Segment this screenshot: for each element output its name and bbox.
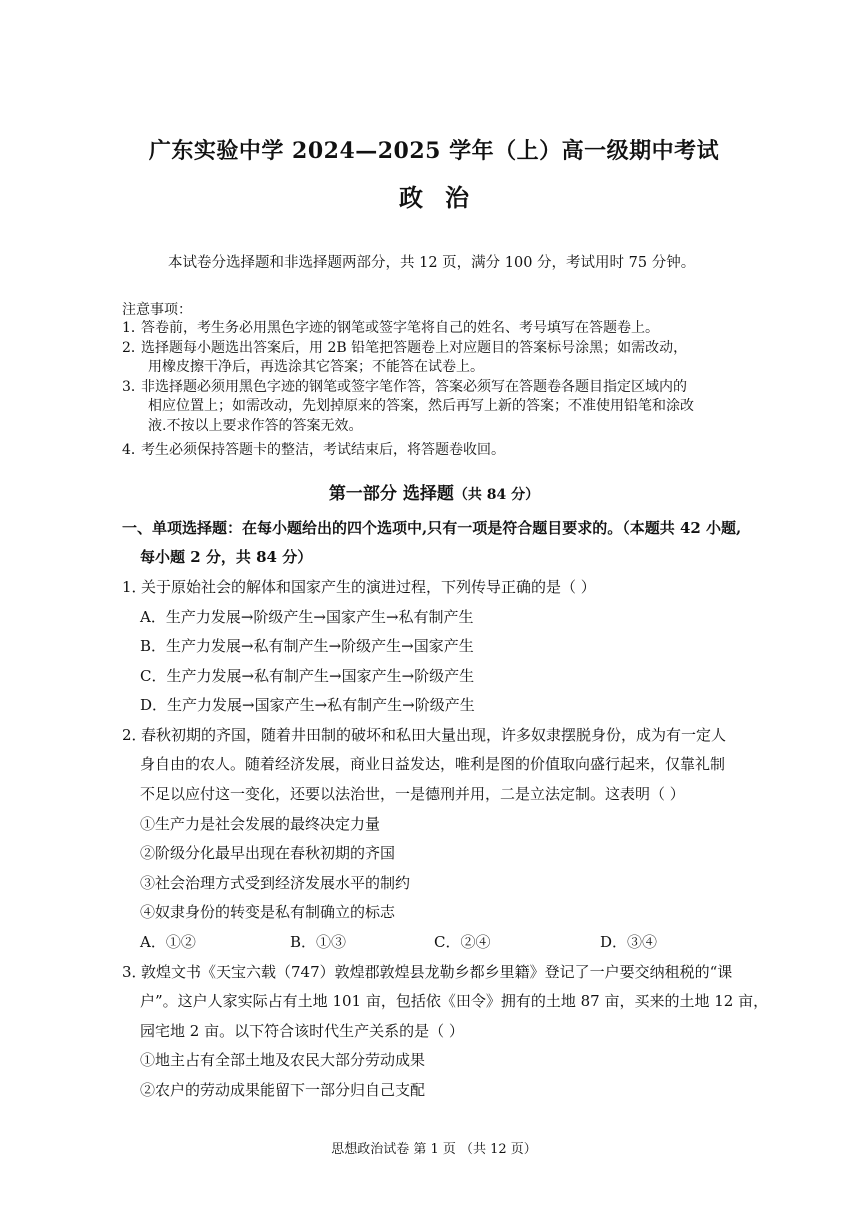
- section-heading-cont: 每小题 2 分，共 84 分）: [140, 548, 313, 566]
- notice-item-3: [122, 378, 687, 397]
- choice-d: D．③④: [600, 933, 658, 951]
- notice-item-number: 4．: [122, 442, 145, 458]
- statement-1: ①地主占有全部土地及农民大部分劳动成果: [140, 1051, 426, 1069]
- question-1: [122, 576, 596, 597]
- option-d: D．生产力发展→国家产生→私有制产生→阶级产生: [140, 696, 475, 714]
- choice-a: A．①②: [140, 933, 196, 951]
- choice-c: C．②④: [434, 933, 491, 951]
- notice-item-2-cont: 用橡皮擦干净后，再选涂其它答案；不能答在试卷上。: [148, 359, 484, 375]
- exam-title: 广东实验中学 2024—2025 学年（上）高一级期中考试: [148, 138, 720, 164]
- part-title: [0, 479, 868, 504]
- question-number: 3．: [122, 963, 147, 981]
- notice-item-text: 考生必须保持答题卡的整洁，考试结束后，将答题卷收回。: [141, 442, 505, 458]
- notice-item-2: [122, 339, 687, 358]
- part-title-text: 第一部分 选择题: [328, 484, 454, 504]
- statement-3: ③社会治理方式受到经济发展水平的制约: [140, 874, 411, 892]
- subject-title: 政治: [399, 183, 491, 212]
- notice-title: 注意事项：: [122, 302, 192, 318]
- notice-item-text: 选择题每小题选出答案后，用 2B 铅笔把答题卷上对应题目的答案标号涂黑；如需改动，: [141, 340, 688, 356]
- statement-2: ②农户的劳动成果能留下一部分归自己支配: [140, 1081, 426, 1099]
- notice-item-4: [122, 441, 505, 460]
- question-number: 2．: [122, 726, 147, 744]
- page-footer: 思想政治试卷 第 1 页 （共 12 页）: [331, 1142, 537, 1157]
- question-stem-cont: 户”。这户人家实际占有土地 101 亩，包括依《田令》拥有的土地 87 亩，买来的土地 12 亩，: [140, 992, 769, 1010]
- option-b: B．生产力发展→私有制产生→阶级产生→国家产生: [140, 637, 474, 655]
- notice-item-3-cont-1: 相应位置上；如需改动，先划掉原来的答案，然后再写上新的答案；不准使用铅笔和涂改: [148, 398, 694, 414]
- part-score: （共 84 分）: [453, 487, 540, 503]
- option-c: C．生产力发展→私有制产生→国家产生→阶级产生: [140, 667, 475, 685]
- notice-item-number: 2．: [122, 340, 145, 356]
- question-stem-cont: 园宅地 2 亩。以下符合该时代生产关系的是（ ）: [140, 1022, 464, 1040]
- statement-1: ①生产力是社会发展的最终决定力量: [140, 815, 381, 833]
- question-3: [122, 961, 732, 982]
- notice-item-1: [122, 319, 659, 338]
- option-a: A．生产力发展→阶级产生→国家产生→私有制产生: [140, 608, 474, 626]
- question-stem: 敦煌文书《天宝六载（747）敦煌郡敦煌县龙勒乡都乡里籍》登记了一户要交纳租税的“课: [141, 963, 733, 981]
- question-stem: 春秋初期的齐国，随着井田制的破坏和私田大量出现，许多奴隶摆脱身份，成为有一定人: [141, 726, 727, 744]
- notice-item-number: 3．: [122, 379, 145, 395]
- notice-item-text: 非选择题必须用黑色字迹的钢笔或签字笔作答，答案必须写在答题卷各题目指定区域内的: [141, 379, 687, 395]
- notice-item-3-cont-2: 液.不按以上要求作答的答案无效。: [148, 418, 363, 434]
- notice-item-text: 答卷前，考生务必用黑色字迹的钢笔或签字笔将自己的姓名、考号填写在答题卷上。: [141, 320, 659, 336]
- question-number: 1．: [122, 578, 147, 596]
- question-stem: 关于原始社会的解体和国家产生的演进过程，下列传导正确的是（ ）: [141, 578, 596, 596]
- question-2: [122, 724, 726, 745]
- statement-4: ④奴隶身份的转变是私有制确立的标志: [140, 903, 396, 921]
- notice-item-number: 1．: [122, 320, 145, 336]
- exam-intro: 本试卷分选择题和非选择题两部分，共 12 页，满分 100 分，考试用时 75 分钟。: [168, 255, 696, 271]
- question-stem-cont: 不足以应付这一变化，还要以法治世，一是德刑并用，二是立法定制。这表明（ ）: [140, 785, 685, 803]
- choice-row: [140, 931, 740, 951]
- choice-b: B．①③: [290, 933, 347, 951]
- question-stem-cont: 身自由的农人。随着经济发展，商业日益发达，唯利是图的价值取向盛行起来，仅靠礼制: [140, 755, 726, 773]
- section-heading: 一、单项选择题：在每小题给出的四个选项中,只有一项是符合题目要求的。（本题共 42 小题,: [122, 519, 742, 537]
- statement-2: ②阶级分化最早出现在春秋初期的齐国: [140, 844, 396, 862]
